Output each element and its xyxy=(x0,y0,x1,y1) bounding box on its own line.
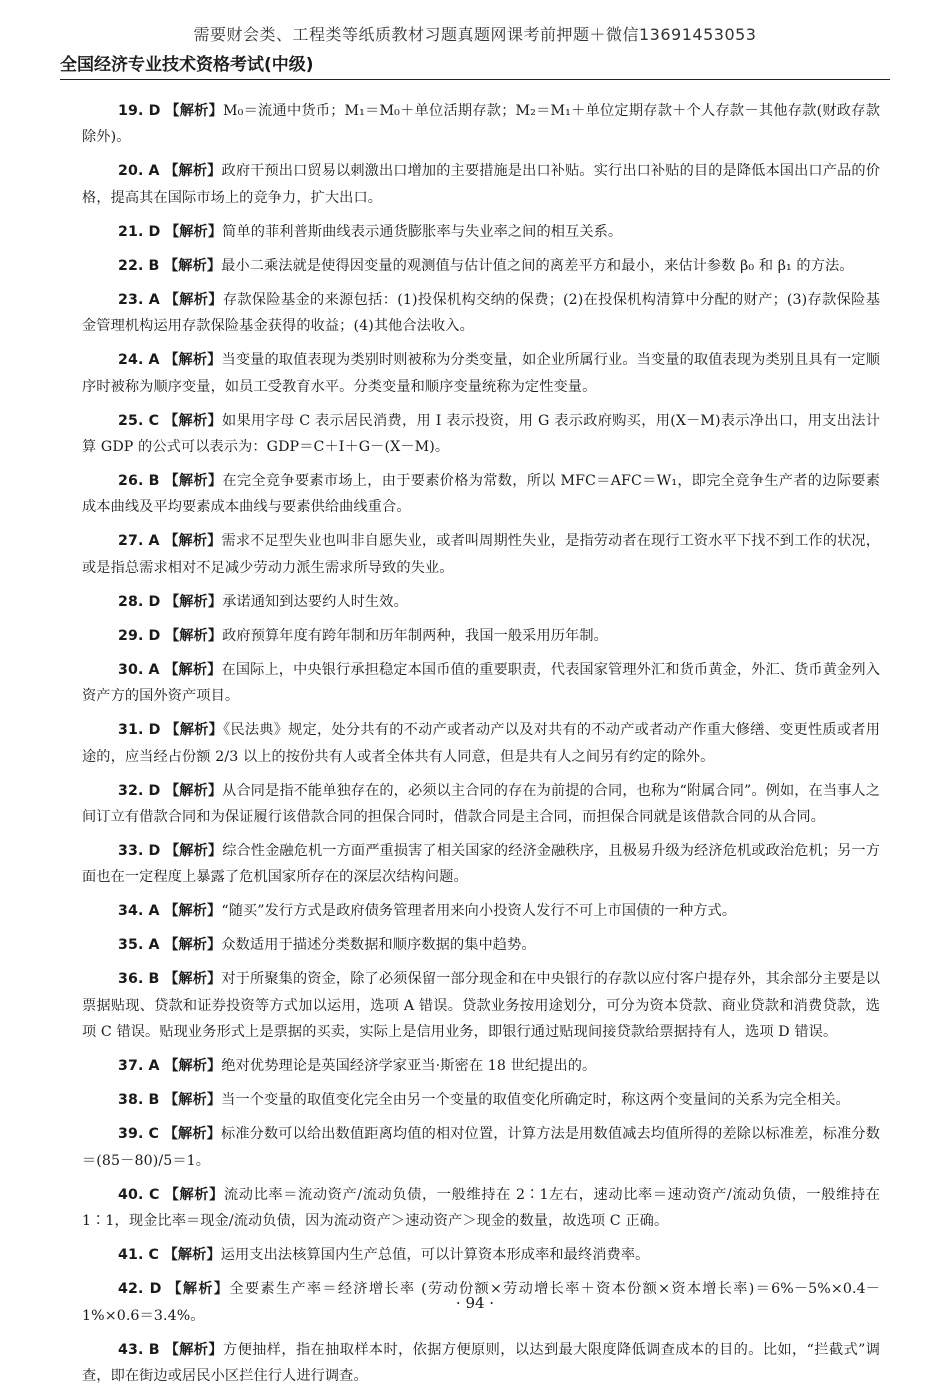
answer-item xyxy=(82,778,880,831)
analysis-text: 政府干预出口贸易以刺激出口增加的主要措施是出口补贴。实行出口补贴的目的是降低本国出口产品的价格，提高其在国际市场上的竞争力，扩大出口。 xyxy=(82,163,880,206)
analysis-text: 在完全竞争要素市场上，由于要素价格为常数，所以 MFC＝AFC＝W₁，即完全竞争生产者的边际要素成本曲线及平均要素成本曲线与要素供给曲线重合。 xyxy=(82,473,880,516)
analysis-text: 当变量的取值表现为类别时则被称为分类变量，如企业所属行业。当变量的取值表现为类别且具有一定顺序时被称为顺序变量，如员工受教育水平。分类变量和顺序变量统称为定性变量。 xyxy=(82,352,880,395)
answer-number: 28. D xyxy=(118,593,161,610)
answer-number: 42. D xyxy=(118,1281,162,1298)
analysis-tag: 【解析】 xyxy=(164,1058,222,1075)
answer-item xyxy=(82,253,880,279)
answer-number: 33. D xyxy=(118,843,161,860)
analysis-text: 众数适用于描述分类数据和顺序数据的集中趋势。 xyxy=(221,937,536,954)
answer-number: 41. C xyxy=(118,1247,159,1264)
analysis-text: 流动比率＝流动资产/流动负债，一般维持在 2∶1左右，速动比率＝速动资产/流动负债，一般维持在 1∶1，现金比率＝现金/流动负债，因为流动资产＞速动资产＞现金的数量，故选项 C 正确。 xyxy=(82,1186,880,1230)
answer-item xyxy=(82,528,880,581)
analysis-text: 政府预算年度有跨年制和历年制两种，我国一般采用历年制。 xyxy=(222,627,608,644)
analysis-text: 对于所聚集的资金，除了必须保留一部分现金和在中央银行的存款以应付客户提存外，其余部分主要是以票据贴现、贷款和证券投资等方式加以运用，选项 A 错误。贷款业务按用途划分，可分为资本贷款、商业贷款和消费贷款，选项 C 错误。贴现业务形式上是票据的买卖，实际上是信用业务，即银行通过贴现间接贷款给票据持有人，选项 D 错误。 xyxy=(82,971,880,1041)
answer-number: 27. A xyxy=(118,533,160,550)
answer-item xyxy=(82,1053,880,1079)
analysis-text: 综合性金融危机一方面严重损害了相关国家的经济金融秩序，且极易升级为经济危机或政治危机；另一方面也在一定程度上暴露了危机国家所存在的深层次结构问题。 xyxy=(82,843,880,886)
answer-number: 26. B xyxy=(118,473,160,490)
analysis-tag: 【解析】 xyxy=(164,971,222,988)
analysis-text: 方便抽样，指在抽取样本时，依据方便原则，以达到最大限度降低调查成本的目的。比如，“拦截式”调查，即在街边或居民小区拦住行人进行调查。 xyxy=(82,1341,881,1384)
analysis-text: “随买”发行方式是政府债务管理者用来向小投资人发行不可上市国债的一种方式。 xyxy=(221,903,737,920)
analysis-tag: 【解析】 xyxy=(163,1247,221,1264)
page-number: · 94 · xyxy=(455,1294,495,1312)
answer-number: 39. C xyxy=(118,1126,160,1143)
answer-item xyxy=(82,898,880,924)
analysis-tag: 【解析】 xyxy=(164,352,222,369)
analysis-tag: 【解析】 xyxy=(167,1281,230,1298)
analysis-text: 全要素生产率＝经济增长率 (劳动份额×劳动增长率＋资本份额×资本增长率)＝6%－5%×0.4－1%×0.6＝3.4%。 xyxy=(82,1281,880,1324)
analysis-text: 绝对优势理论是英国经济学家亚当·斯密在 18 世纪提出的。 xyxy=(221,1058,597,1075)
answer-number: 20. A xyxy=(118,163,160,180)
analysis-tag: 【解析】 xyxy=(164,163,222,180)
answer-item xyxy=(82,468,880,521)
analysis-tag: 【解析】 xyxy=(164,533,222,550)
answer-item xyxy=(82,966,880,1045)
analysis-text: 承诺通知到达要约人时生效。 xyxy=(222,593,408,610)
answer-number: 40. C xyxy=(118,1186,160,1203)
analysis-text: 如果用字母 C 表示居民消费，用 I 表示投资，用 G 表示政府购买，用(X－M)表示净出口，用支出法计算 GDP 的公式可以表示为：GDP＝C＋I＋G－(X－M)。 xyxy=(82,412,880,456)
answer-item xyxy=(82,287,880,340)
answer-item xyxy=(82,589,880,615)
answer-list xyxy=(82,98,880,1397)
answer-item xyxy=(82,219,880,245)
analysis-text: 需求不足型失业也叫非自愿失业，或者叫周期性失业，是指劳动者在现行工资水平下找不到工作的状况，或是指总需求相对不足减少劳动力派生需求所导致的失业。 xyxy=(82,533,880,576)
answer-number: 34. A xyxy=(118,903,160,920)
answer-number: 25. C xyxy=(118,412,160,429)
analysis-text: 最小二乘法就是使得因变量的观测值与估计值之间的离差平方和最小，来估计参数 β₀ 和 β₁ 的方法。 xyxy=(221,257,854,274)
answer-item xyxy=(82,623,880,649)
analysis-tag: 【解析】 xyxy=(165,722,224,739)
analysis-text: 标准分数可以给出数值距离均值的相对位置，计算方法是用数值减去均值所得的差除以标准差，标准分数＝(85－80)/5＝1。 xyxy=(82,1126,880,1169)
analysis-tag: 【解析】 xyxy=(165,843,223,860)
analysis-text: 当一个变量的取值变化完全由另一个变量的取值变化所确定时，称这两个变量间的关系为完全相关。 xyxy=(221,1092,850,1109)
answer-item xyxy=(82,838,880,891)
analysis-tag: 【解析】 xyxy=(164,257,222,274)
answer-number: 32. D xyxy=(118,782,161,799)
analysis-text: M₀＝流通中货币；M₁＝M₀＋单位活期存款；M₂＝M₁＋单位定期存款＋个人存款－其他存款(财政存款除外)。 xyxy=(82,103,880,146)
answer-item xyxy=(82,158,880,211)
analysis-text: 运用支出法核算国内生产总值，可以计算资本形成率和最终消费率。 xyxy=(220,1247,650,1264)
answer-number: 37. A xyxy=(118,1058,160,1075)
answer-number: 24. A xyxy=(118,352,160,369)
answer-number: 30. A xyxy=(118,661,160,678)
analysis-tag: 【解析】 xyxy=(164,937,222,954)
answer-number: 36. B xyxy=(118,971,160,988)
header-rule xyxy=(60,79,890,80)
page-header-title: 全国经济专业技术资格考试(中级) xyxy=(60,55,314,75)
analysis-tag: 【解析】 xyxy=(164,661,222,678)
answer-item xyxy=(82,98,880,151)
answer-item xyxy=(82,1087,880,1113)
answer-number: 19. D xyxy=(118,103,161,119)
answer-item xyxy=(82,1121,880,1174)
answer-number: 23. A xyxy=(118,291,160,308)
answer-number: 38. B xyxy=(118,1092,160,1109)
analysis-tag: 【解析】 xyxy=(164,1186,224,1203)
answer-item xyxy=(82,1337,880,1390)
watermark-text: 需要财会类、工程类等纸质教材习题真题网课考前押题＋微信13691453053 xyxy=(193,25,757,44)
answer-item xyxy=(82,1182,880,1235)
answer-number: 22. B xyxy=(118,257,160,274)
analysis-tag: 【解析】 xyxy=(164,291,223,308)
answer-item xyxy=(82,408,880,461)
answer-item xyxy=(82,347,880,400)
answer-item xyxy=(82,1242,880,1268)
analysis-text: 《民法典》规定，处分共有的不动产或者动产以及对共有的不动产或者动产作重大修缮、变更性质或者用途的，应当经占份额 2/3 以上的按份共有人或者全体共有人同意，但是共有人之间另有约定的除外。 xyxy=(82,722,880,765)
analysis-tag: 【解析】 xyxy=(164,593,223,610)
analysis-tag: 【解析】 xyxy=(164,782,223,799)
answer-number: 29. D xyxy=(118,627,161,644)
answer-number: 21. D xyxy=(118,223,161,240)
analysis-tag: 【解析】 xyxy=(164,223,223,240)
answer-item xyxy=(82,657,880,710)
analysis-text: 存款保险基金的来源包括：(1)投保机构交纳的保费；(2)在投保机构清算中分配的财产；(3)存款保险基金管理机构运用存款保险基金获得的收益；(4)其他合法收入。 xyxy=(82,291,880,335)
analysis-tag: 【解析】 xyxy=(164,412,222,429)
analysis-text: 简单的菲利普斯曲线表示通货膨胀率与失业率之间的相互关系。 xyxy=(222,223,623,240)
answer-number: 35. A xyxy=(118,937,160,954)
analysis-tag: 【解析】 xyxy=(163,1126,221,1143)
analysis-tag: 【解析】 xyxy=(164,473,223,490)
analysis-tag: 【解析】 xyxy=(165,103,224,119)
analysis-tag: 【解析】 xyxy=(164,903,222,920)
answer-number: 31. D xyxy=(118,722,161,739)
analysis-tag: 【解析】 xyxy=(164,1341,223,1358)
analysis-tag: 【解析】 xyxy=(164,1092,222,1109)
answer-item xyxy=(82,932,880,958)
analysis-text: 从合同是指不能单独存在的，必须以主合同的存在为前提的合同，也称为“附属合同”。例如，在当事人之间订立有借款合同和为保证履行该借款合同的担保合同时，借款合同是主合同，而担保合同就是该借款合同的从合同。 xyxy=(82,782,880,826)
answer-number: 43. B xyxy=(118,1341,160,1358)
answer-item xyxy=(82,717,880,770)
analysis-tag: 【解析】 xyxy=(164,627,223,644)
analysis-text: 在国际上，中央银行承担稳定本国币值的重要职责，代表国家管理外汇和货币黄金，外汇、货币黄金列入资产方的国外资产项目。 xyxy=(82,661,880,705)
